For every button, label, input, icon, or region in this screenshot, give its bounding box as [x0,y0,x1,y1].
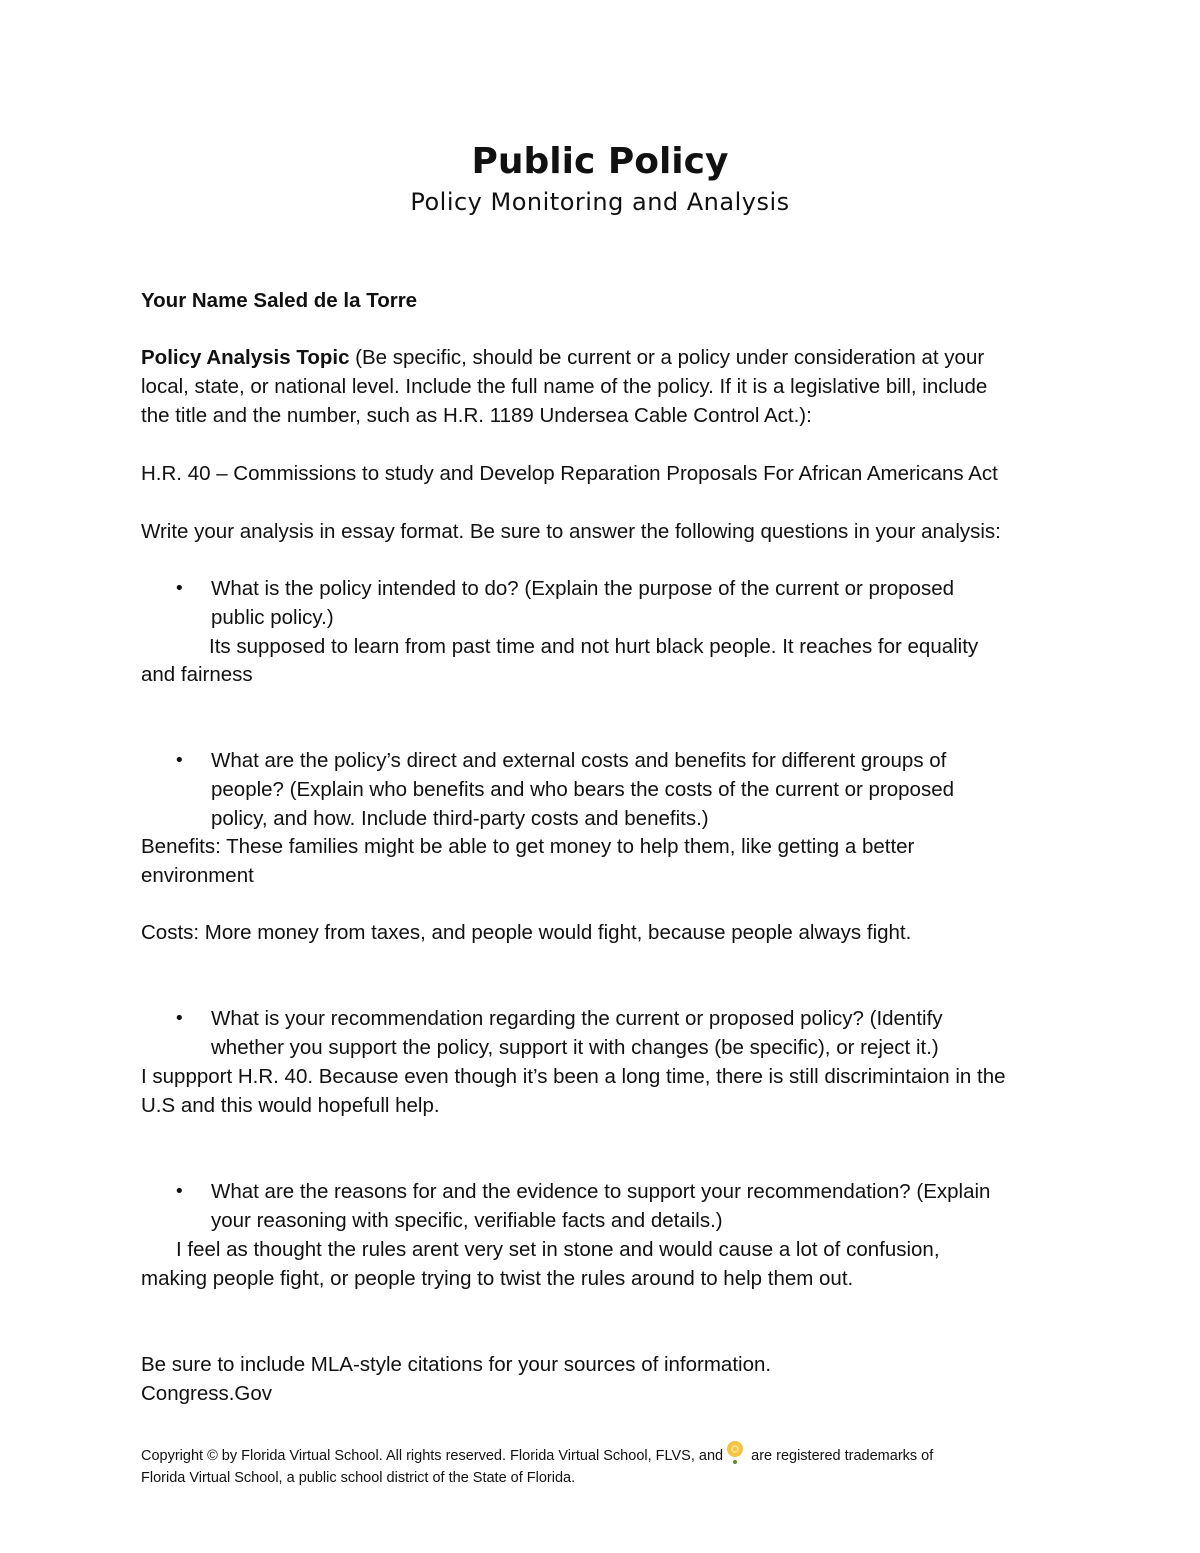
bullet-marker: • [174,578,185,599]
q1-line-1: What is the policy intended to do? (Explain the purpose of the current or proposed [211,577,955,600]
citation-instruction: Be sure to include MLA-style citations for your sources of information. [141,1353,772,1376]
q1-line-2: public policy.) [211,606,334,629]
name-line: Your Name Saled de la Torre [141,289,418,312]
q4-line-1: What are the reasons for and the evidence to support your recommendation? (Explain [211,1180,991,1203]
q1-answer-1: Its supposed to learn from past time and not hurt black people. It reaches for equality [209,635,979,658]
bullet-marker: • [174,1008,185,1029]
footer-text-before-logo: Copyright © by Florida Virtual School. All rights reserved. Florida Virtual School, FLVS, and [141,1448,724,1464]
copyright-footer [141,1440,1061,1489]
page-title: Public Policy [471,141,729,182]
q2-benefits-2: environment [141,864,254,887]
q3-line-1: What is your recommendation regarding the current or proposed policy? (Identify [211,1007,943,1030]
flvs-logo-icon [725,1440,745,1466]
q4-answer-1: I feel as thought the rules arent very set in stone and would cause a lot of confusion, [176,1238,940,1261]
q2-line-1: What are the policy’s direct and external costs and benefits for different groups of [211,749,947,772]
topic-instructions-3: the title and the number, such as H.R. 1189 Undersea Cable Control Act.): [141,404,812,427]
q2-line-3: policy, and how. Include third-party costs and benefits.) [211,807,709,830]
q2-line-2: people? (Explain who benefits and who bears the costs of the current or proposed [211,778,955,801]
q4-answer-2: making people fight, or people trying to twist the rules around to help them out. [141,1267,854,1290]
q4-line-2: your reasoning with specific, verifiable facts and details.) [211,1209,723,1232]
footer-line-1 [141,1440,1061,1467]
page-subtitle: Policy Monitoring and Analysis [410,188,790,216]
citation-source: Congress.Gov [141,1382,273,1405]
bullet-marker: • [174,1181,185,1202]
q3-line-2: whether you support the policy, support it with changes (be specific), or reject it.) [211,1036,939,1059]
q2-costs: Costs: More money from taxes, and people would fight, because people always fight. [141,921,912,944]
topic-label: Policy Analysis Topic [141,346,350,369]
footer-text-after-logo: are registered trademarks of [751,1448,934,1464]
topic-answer: H.R. 40 – Commissions to study and Develop Reparation Proposals For African Americans Act [141,462,998,485]
q3-answer-2: U.S and this would hopefull help. [141,1094,440,1117]
q1-answer-2: and fairness [141,663,253,686]
q2-benefits-1: Benefits: These families might be able to get money to help them, like getting a better [141,835,915,858]
topic-instructions-1: (Be specific, should be current or a policy under consideration at your [349,346,985,369]
q3-answer-1: I suppport H.R. 40. Because even though it’s been a long time, there is still discrimintaion in the [141,1065,1006,1088]
essay-prompt: Write your analysis in essay format. Be sure to answer the following questions in your analysis: [141,520,1001,543]
bullet-marker: • [174,750,185,771]
footer-line-2: Florida Virtual School, a public school district of the State of Florida. [141,1470,576,1486]
topic-line-1 [141,343,1061,372]
topic-instructions-2: local, state, or national level. Include the full name of the policy. If it is a legislative bill, include [141,375,988,398]
